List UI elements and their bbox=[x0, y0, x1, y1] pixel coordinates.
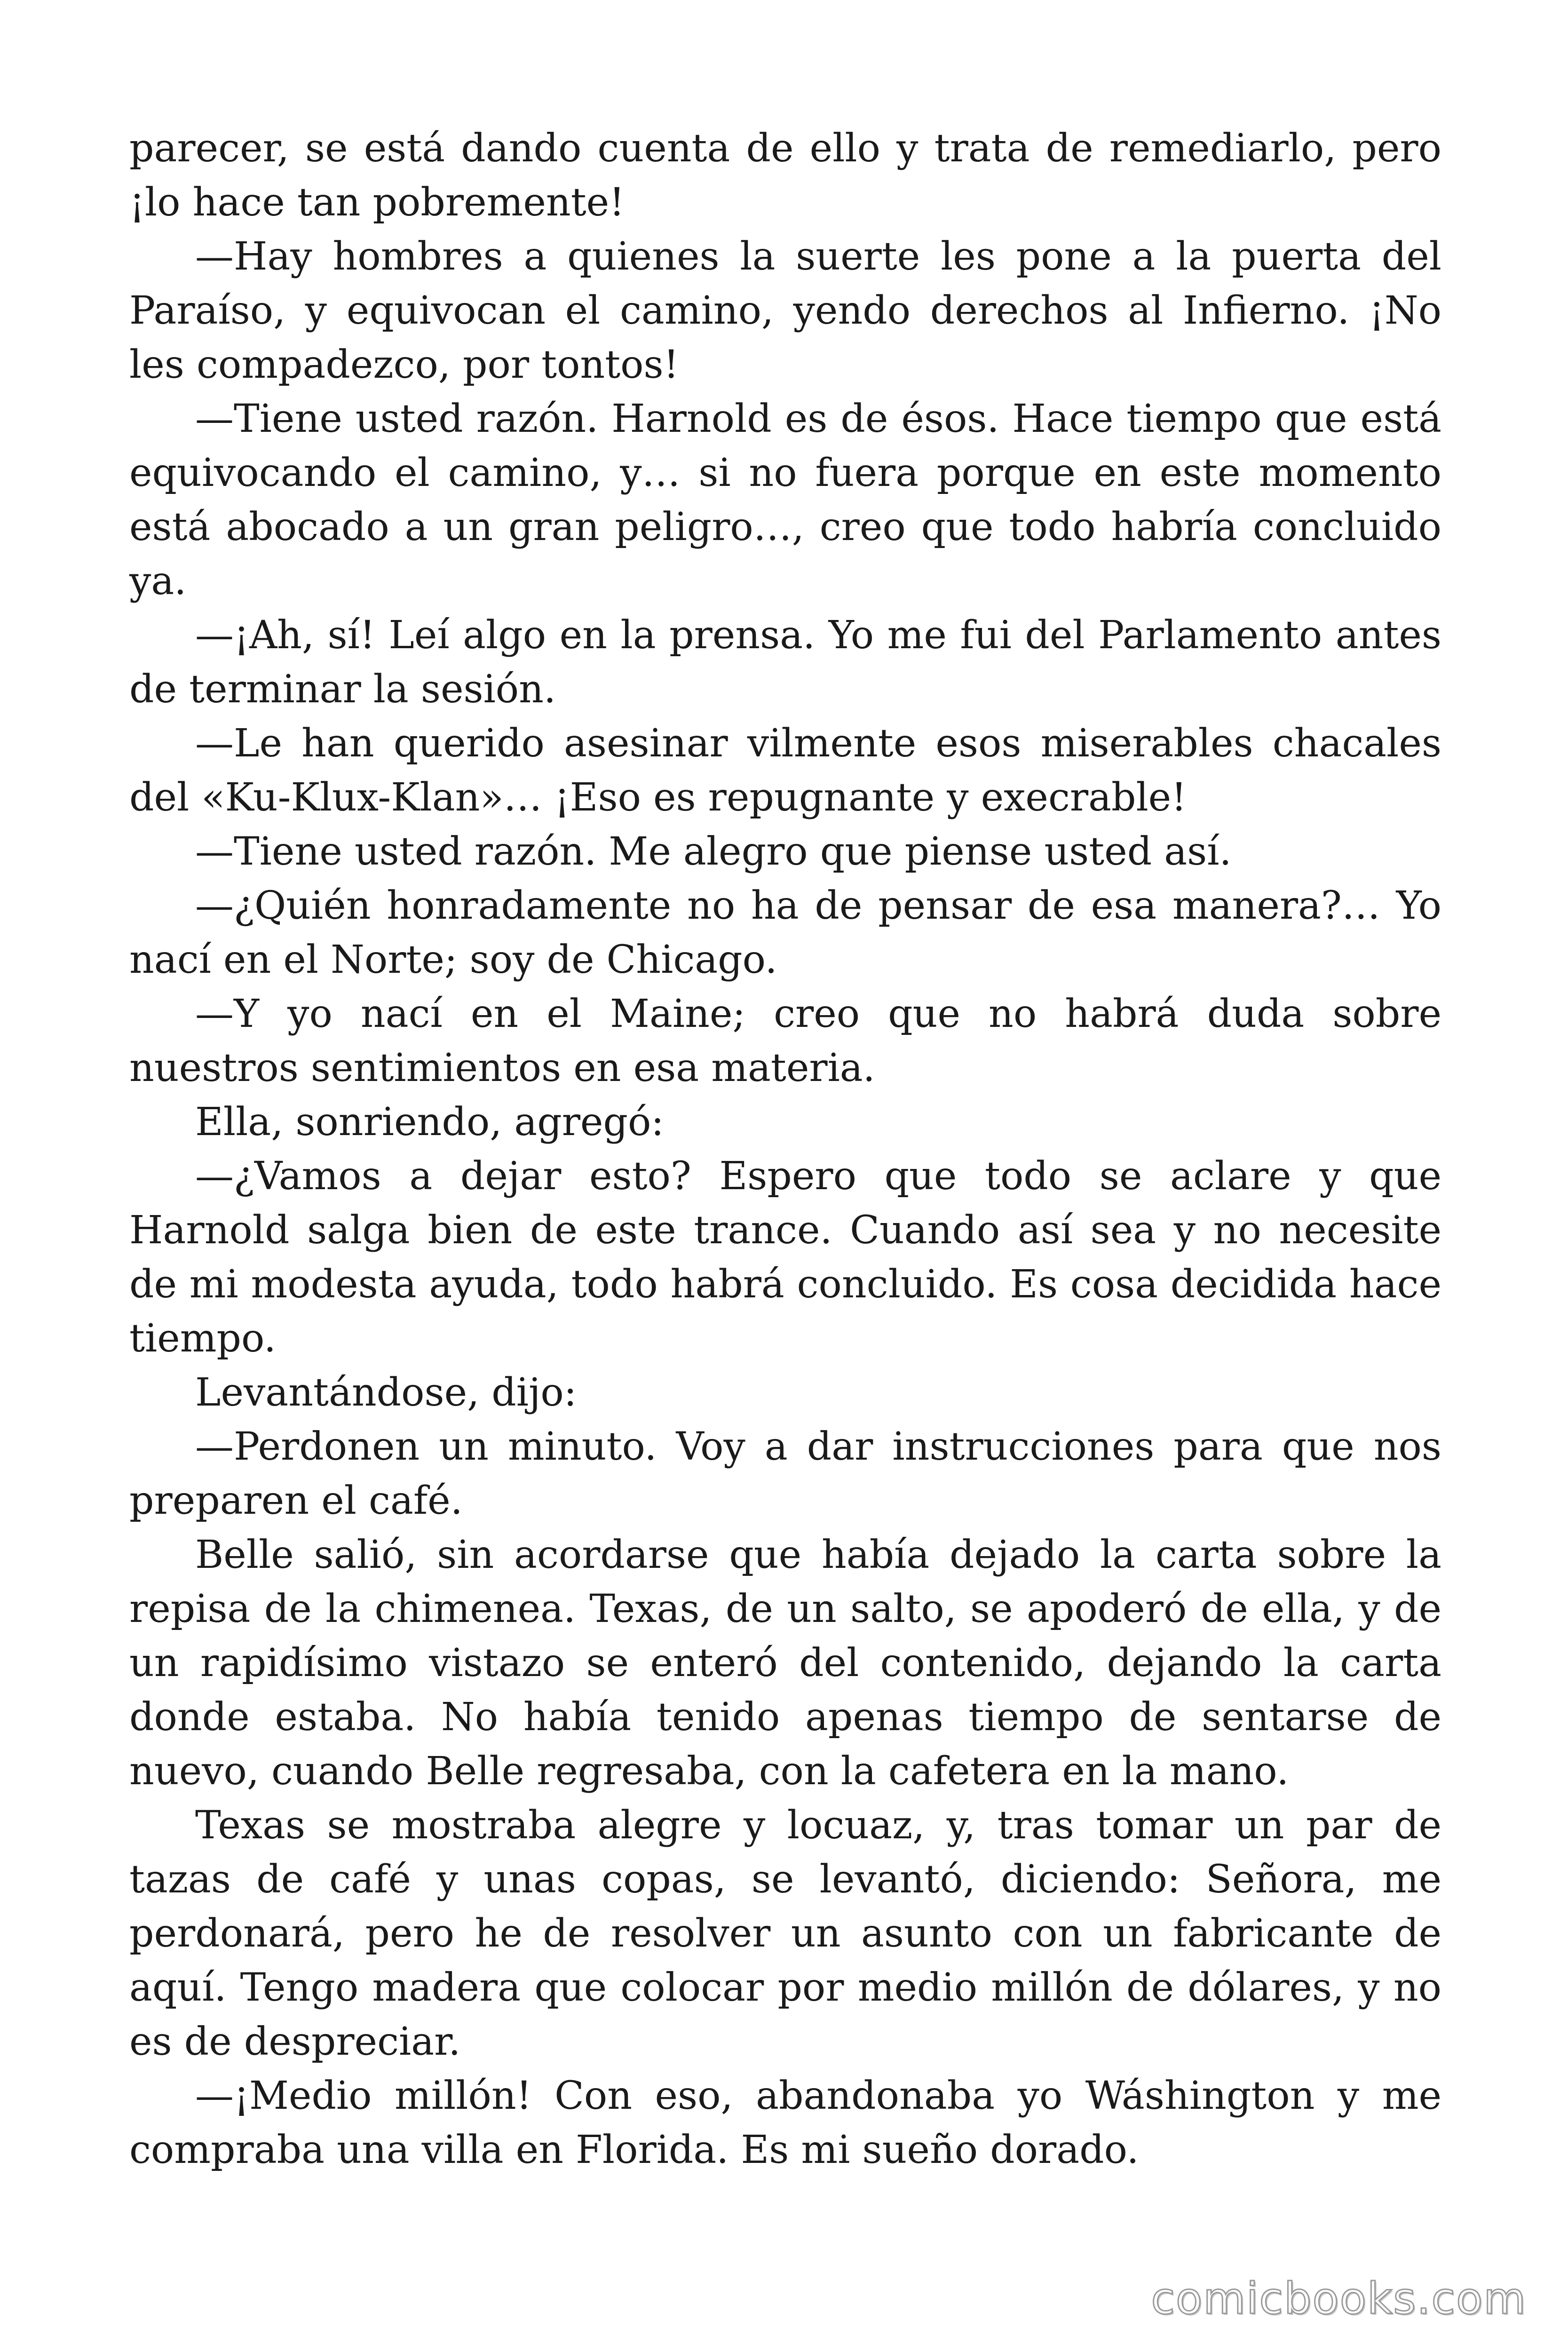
paragraph: —Tiene usted razón. Me alegro que piense usted así. bbox=[195, 829, 1232, 874]
paragraph: —¿Vamos a dejar esto? Espero que todo se aclare y que Harnold salga bien de este trance. Cuando así sea y no necesite de mi modesta ayuda, todo habrá concluido. Es cosa decidida hace tiempo. bbox=[129, 1154, 1441, 1361]
paragraph: parecer, se está dando cuenta de ello y trata de remediarlo, pero ¡lo hace tan pobremente! bbox=[129, 126, 1441, 225]
paragraph: Belle salió, sin acordarse que había dejado la carta sobre la repisa de la chimenea. Texas, de un salto, se apoderó de ella, y de un rapidísimo vistazo se enteró del contenido, dejando la carta donde estaba. No había tenido apenas tiempo de sentarse de nuevo, cuando Belle regresaba, con la cafetera en la mano. bbox=[129, 1533, 1441, 1794]
page-text bbox=[129, 121, 1441, 2177]
paragraph: —¡Ah, sí! Leí algo en la prensa. Yo me fui del Parlamento antes de terminar la sesión. bbox=[129, 613, 1441, 712]
paragraph: —¡Medio millón! Con eso, abandonaba yo Wáshington y me compraba una villa en Florida. Es mi sueño dorado. bbox=[129, 2074, 1441, 2172]
paragraph: —Le han querido asesinar vilmente esos miserables chacales del «Ku-Klux-Klan»… ¡Eso es repugnante y execrable! bbox=[129, 721, 1441, 820]
watermark: comicbooks.com bbox=[1151, 2273, 1527, 2324]
paragraph: —Y yo nací en el Maine; creo que no habrá duda sobre nuestros sentimientos en esa materia. bbox=[129, 992, 1441, 1090]
paragraph: —Perdonen un minuto. Voy a dar instrucciones para que nos preparen el café. bbox=[129, 1424, 1441, 1523]
paragraph: —Tiene usted razón. Harnold es de ésos. Hace tiempo que está equivocando el camino, y… si no fuera porque en este momento está abocado a un gran peligro…, creo que todo habría concluido ya. bbox=[129, 397, 1441, 604]
paragraph: —Hay hombres a quienes la suerte les pone a la puerta del Paraíso, y equivocan el camino, yendo derechos al Infierno. ¡No les compadezco, por tontos! bbox=[129, 234, 1441, 387]
paragraph: Ella, sonriendo, agregó: bbox=[195, 1100, 664, 1144]
paragraph: Texas se mostraba alegre y locuaz, y, tras tomar un par de tazas de café y unas copas, se levantó, diciendo: Señora, me perdonará, pero he de resolver un asunto con un fabricante de aquí. Tengo madera que colocar por medio millón de dólares, y no es de despreciar. bbox=[129, 1803, 1441, 2064]
paragraph: —¿Quién honradamente no ha de pensar de esa manera?… Yo nací en el Norte; soy de Chicago. bbox=[129, 883, 1441, 982]
paragraph: Levantándose, dijo: bbox=[195, 1370, 577, 1415]
